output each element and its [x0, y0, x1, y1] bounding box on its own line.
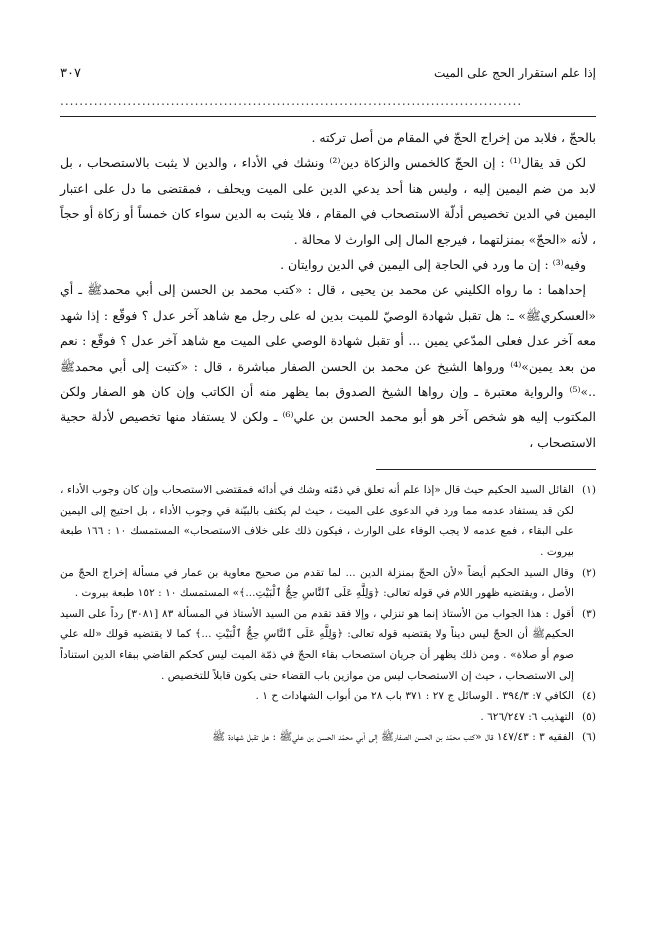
paragraph: لكن قد يقال⁽¹⁾ : إن الحجّ كالخمس والزكاة دين⁽²⁾ ونشك في الأداء ، والدين لا يثبت بالاستصحاب ، بل لابد من ضم اليمين إليه ، وليس هنا أحد يدعي الدين على الميت ويحلف ، فمقتضى ما دل على اعتبار اليمين في الدين تخصيص أدلّة الاستصحاب في المقام ، فلا يثبت به الدين سواء كان خمساً أو زكاة أو حجاً ، لأنه «الحجّ» بمنزلتهما ، فيرجع المال إلى الوارث لا محالة . — [60, 155, 596, 247]
running-header — [60, 66, 596, 86]
paragraph: بالحجّ ، فلابد من إخراج الحجّ في المقام من أصل تركته . — [311, 130, 596, 145]
paragraph: إحداهما : ما رواه الكليني عن محمد بن يحيى ، قال : «كتب محمد بن الحسن إلى أبي محمدﷺ ـ أي «العسكريﷺ» ـ: هل تقبل شهادة الوصيّ للميت بدين له على رجل مع شاهد آخر عدل ؟ فوقّع : إذا شهد معه آخر عدل فعلى المدّعي يمين ... أو تقبل شهادة الوصي على الميت مع شاهد آخر عدل ؟ فوقّع : نعم من بعد يمين»⁽⁴⁾ ورواها الشيخ عن محمد بن الحسن الصفار مباشرة ، قال : «كتبت إلى أبي محمدﷺ ..»⁽⁵⁾ والرواية معتبرة ـ وإن رواها الشيخ الصدوق بما يظهر منه أن الكاتب وإن كان هو الصفار ولكن المكتوب إليه هو شخص آخر هو أبو محمد الحسن بن علي⁽⁶⁾ ـ ولكن لا يستفاد منها تخصيص لأدلة حجية الاستصحاب ، — [60, 282, 596, 450]
header-title: إذا علم استقرار الحج على الميت — [434, 66, 596, 80]
book-page — [60, 66, 596, 748]
footnote-number: (١) — [582, 484, 596, 497]
footnote — [60, 707, 596, 728]
main-text — [60, 125, 596, 455]
footnote-number: (٦) — [582, 731, 596, 744]
footnote — [60, 563, 596, 604]
dotted-leader: ................................................................................................ — [60, 94, 523, 108]
footnote — [60, 686, 596, 707]
footnote-number: (٤) — [582, 690, 596, 703]
footnote-text: الكافي ٧: ٣٩٤/٣ . الوسائل ج ٢٧ : ٣٧١ باب ٢٨ من أبواب الشهادات ح ١ . — [255, 690, 574, 703]
page-number: ٣٠٧ — [60, 66, 81, 81]
paragraph: وفيه⁽³⁾ : إن ما ورد في الحاجة إلى اليمين في الدين روايتان . — [280, 257, 586, 273]
footnote-separator — [376, 469, 596, 470]
header-rule — [60, 116, 596, 117]
footnote-number: (٢) — [582, 566, 596, 579]
footnote-text: وقال السيد الحكيم أيضاً «لأن الحجّ بمنزلة الدين ... لما تقدم من صحيح معاوية بن عمار في مسألة إخراج الحجّ من الأصل ، ويقتضيه ظهور اللام في قوله تعالى: ﴿وَلِلَّهِ عَلَى ٱلنَّاسِ حِجُّ ٱلْبَيْتِ...﴾» المستمسك ١٠ : ١٥٢ طبعة بيروت . — [60, 566, 574, 600]
footnote — [60, 604, 596, 686]
footnote-text: التهذيب ٦: ٦٢٦/٢٤٧ . — [480, 710, 574, 723]
footnote-number: (٥) — [582, 710, 596, 723]
footnote — [60, 727, 596, 748]
footnote-text: القائل السيد الحكيم حيث قال «إذا علم أنه تعلق في ذمّته وشك في أدائه فمقتضى الاستصحاب وإن كان وجوب الأداء ، لكن قد يستفاد عدمه مما ورد في الدعوى على الميت ، حيث لم يكتف بالبيّنة في وجوب الأداء ، بل احتيج إلى اليمين على البقاء ، فمع عدمه لا يجب الوفاء على الوارث ، فيكون ذلك على خلاف الاستصحاب» المستمسك ١٠ : ١٦٦ طبعة بيروت . — [60, 484, 574, 559]
footnote-text: الفقيه ٣ : ١٤٧/٤٣ قال «كتب محمّد بن الحسن الصفارﷺ إلى أبي محمّد الحسن بن عليﷺ : هل تقبل شهادة ﷺ — [212, 731, 574, 744]
footnote-number: (٣) — [582, 607, 596, 620]
footnote — [60, 480, 596, 562]
footnotes — [60, 480, 596, 748]
footnote-text: أقول : هذا الجواب من الأستاذ إنما هو تنزلي ، وإلا فقد تقدم من السيد الأستاذ في المسألة ٨٣ [٣٠٨١] رداً على السيد الحكيمﷺ أن الحجّ ليس ديناً ولا يقتضيه قوله تعالى: ﴿وَلِلَّهِ عَلَى ٱلنَّاسِ حِجُّ ٱلْبَيْتِ ...﴾ كما لا يقتضيه قولك «لله علي صوم أو صلاة» . ومن ذلك يظهر أن جريان استصحاب بقاء الحجّ في ذمّة الميت ليس كحكم القاضي ببقاء الدين استناداً إلى الاستصحاب ، حيث إن الاستصحاب ليس من موازين باب القضاء حتى يكون قابلاً للتخصيص . — [60, 607, 574, 682]
